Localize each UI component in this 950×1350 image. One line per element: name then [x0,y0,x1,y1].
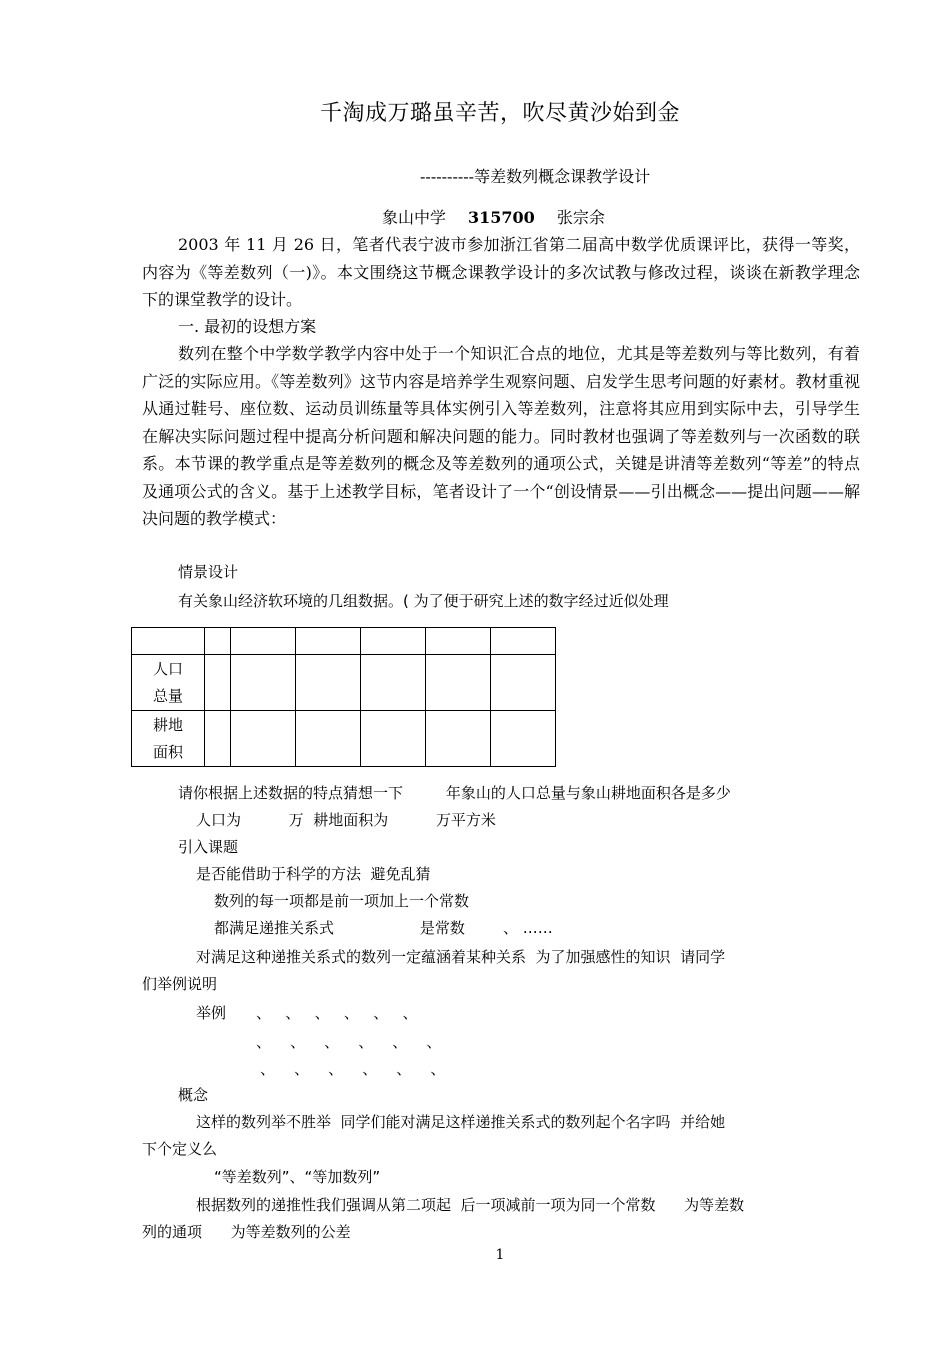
section1-paragraph: 数列在整个中学数学教学内容中处于一个知识汇合点的地位，尤其是等差数列与等比数列，有着广泛的实际应用。《等差数列》这节内容是培养学生观察问题、启发学生思考问题的好素材。教材重视从通过鞋号、座位数、运动员训练量等具体实例引入等差数列，注意将其应用到实际中去，引导学生在解决实际问题过程中提高分析问题和解决问题的能力。同时教材也强调了等差数列与一次函数的联系。本节课的教学重点是等差数列的概念及等差数列的通项公式，关键是讲清等差数列“等差”的特点及通项公式的含义。基于上述教学目标，笔者设计了一个“创设情景——引出概念——提出问题——解决问题的教学模式： [142,344,860,528]
table-cell [426,628,491,655]
table-cell [491,711,556,767]
table-cell [491,655,556,711]
definition-line-b: 列的通项 为等差数列的公差 [142,1223,351,1241]
table-cell [296,655,361,711]
table-cell [491,628,556,655]
author-name: 张宗余 [556,208,605,227]
author-zip: 315700 [468,208,535,227]
population-line: 人口为 万 耕地面积为 万平方米 [196,811,496,829]
page-number: 1 [495,1247,505,1263]
scenario-text: 有关象山经济软环境的几组数据。( 为了便于研究上述的数字经过近似处理 [178,592,669,610]
definition-line-a: 根据数列的递推性我们强调从第二项起 后一项减前一项为同一个常数 为等差数 [196,1196,745,1214]
intro-topic-heading: 引入课题 [178,838,239,856]
table-header-row [132,628,556,655]
section1-heading: 一. 最初的设想方案 [178,317,317,336]
table-cell [426,655,491,711]
author-school: 象山中学 [382,208,447,227]
table-cell [205,711,231,767]
author-line [382,205,605,228]
scientific-line: 是否能借助于科学的方法 避免乱猜 [196,865,431,883]
table-cell [132,628,205,655]
recursion-line: 都满足递推关系式 是常数 、 …… [214,919,553,937]
document-subtitle: ----------等差数列概念课教学设计 [420,167,651,186]
each-term-line: 数列的每一项都是前一项加上一个常数 [214,892,470,910]
concept-line-b: 下个定义么 [142,1140,218,1158]
table-cell [296,628,361,655]
table-cell [296,711,361,767]
table-cell [361,655,426,711]
concept-heading: 概念 [178,1086,209,1104]
guess-line: 请你根据上述数据的特点猜想一下 年象山的人口总量与象山耕地面积各是多少 [178,784,731,802]
table-cell [231,711,296,767]
table-cell [361,628,426,655]
relation-line-b: 们举例说明 [142,975,218,993]
example-row-1: 、 、 、 、 、 、 [256,1004,418,1022]
document-title: 千淘成万璐虽辛苦，吹尽黄沙始到金 [319,101,680,126]
scenario-heading: 情景设计 [178,563,239,581]
data-table [131,627,556,767]
example-label: 举例 [196,1004,227,1022]
table-cell [205,628,231,655]
names-line: “等差数列”、“等加数列” [214,1168,381,1186]
table-row-population [132,655,556,711]
concept-line-a: 这样的数列举不胜举 同学们能对满足这样递推关系式的数列起个名字吗 并给她 [196,1113,726,1131]
row-label-farmland: 耕地 面积 [132,711,205,767]
table-cell [361,711,426,767]
example-row-2: 、 、 、 、 、 、 [256,1033,442,1051]
relation-line-a: 对满足这种递推关系式的数列一定蕴涵着某种关系 为了加强感性的知识 请同学 [196,948,726,966]
table-cell [205,655,231,711]
table-cell [231,628,296,655]
table-row-farmland [132,711,556,767]
table-cell [426,711,491,767]
table-cell [231,655,296,711]
row-label-population: 人口 总量 [132,655,205,711]
example-row-3: 、 、 、 、 、 、 [260,1060,446,1078]
intro-paragraph: 2003 年 11 月 26 日，笔者代表宁波市参加浙江省第二届高中数学优质课评比，获得一等奖，内容为《等差数列（一)》。本文围绕这节概念课教学设计的多次试教与修改过程，谈谈在新教学理念下的课堂教学的设计。 [142,235,860,309]
